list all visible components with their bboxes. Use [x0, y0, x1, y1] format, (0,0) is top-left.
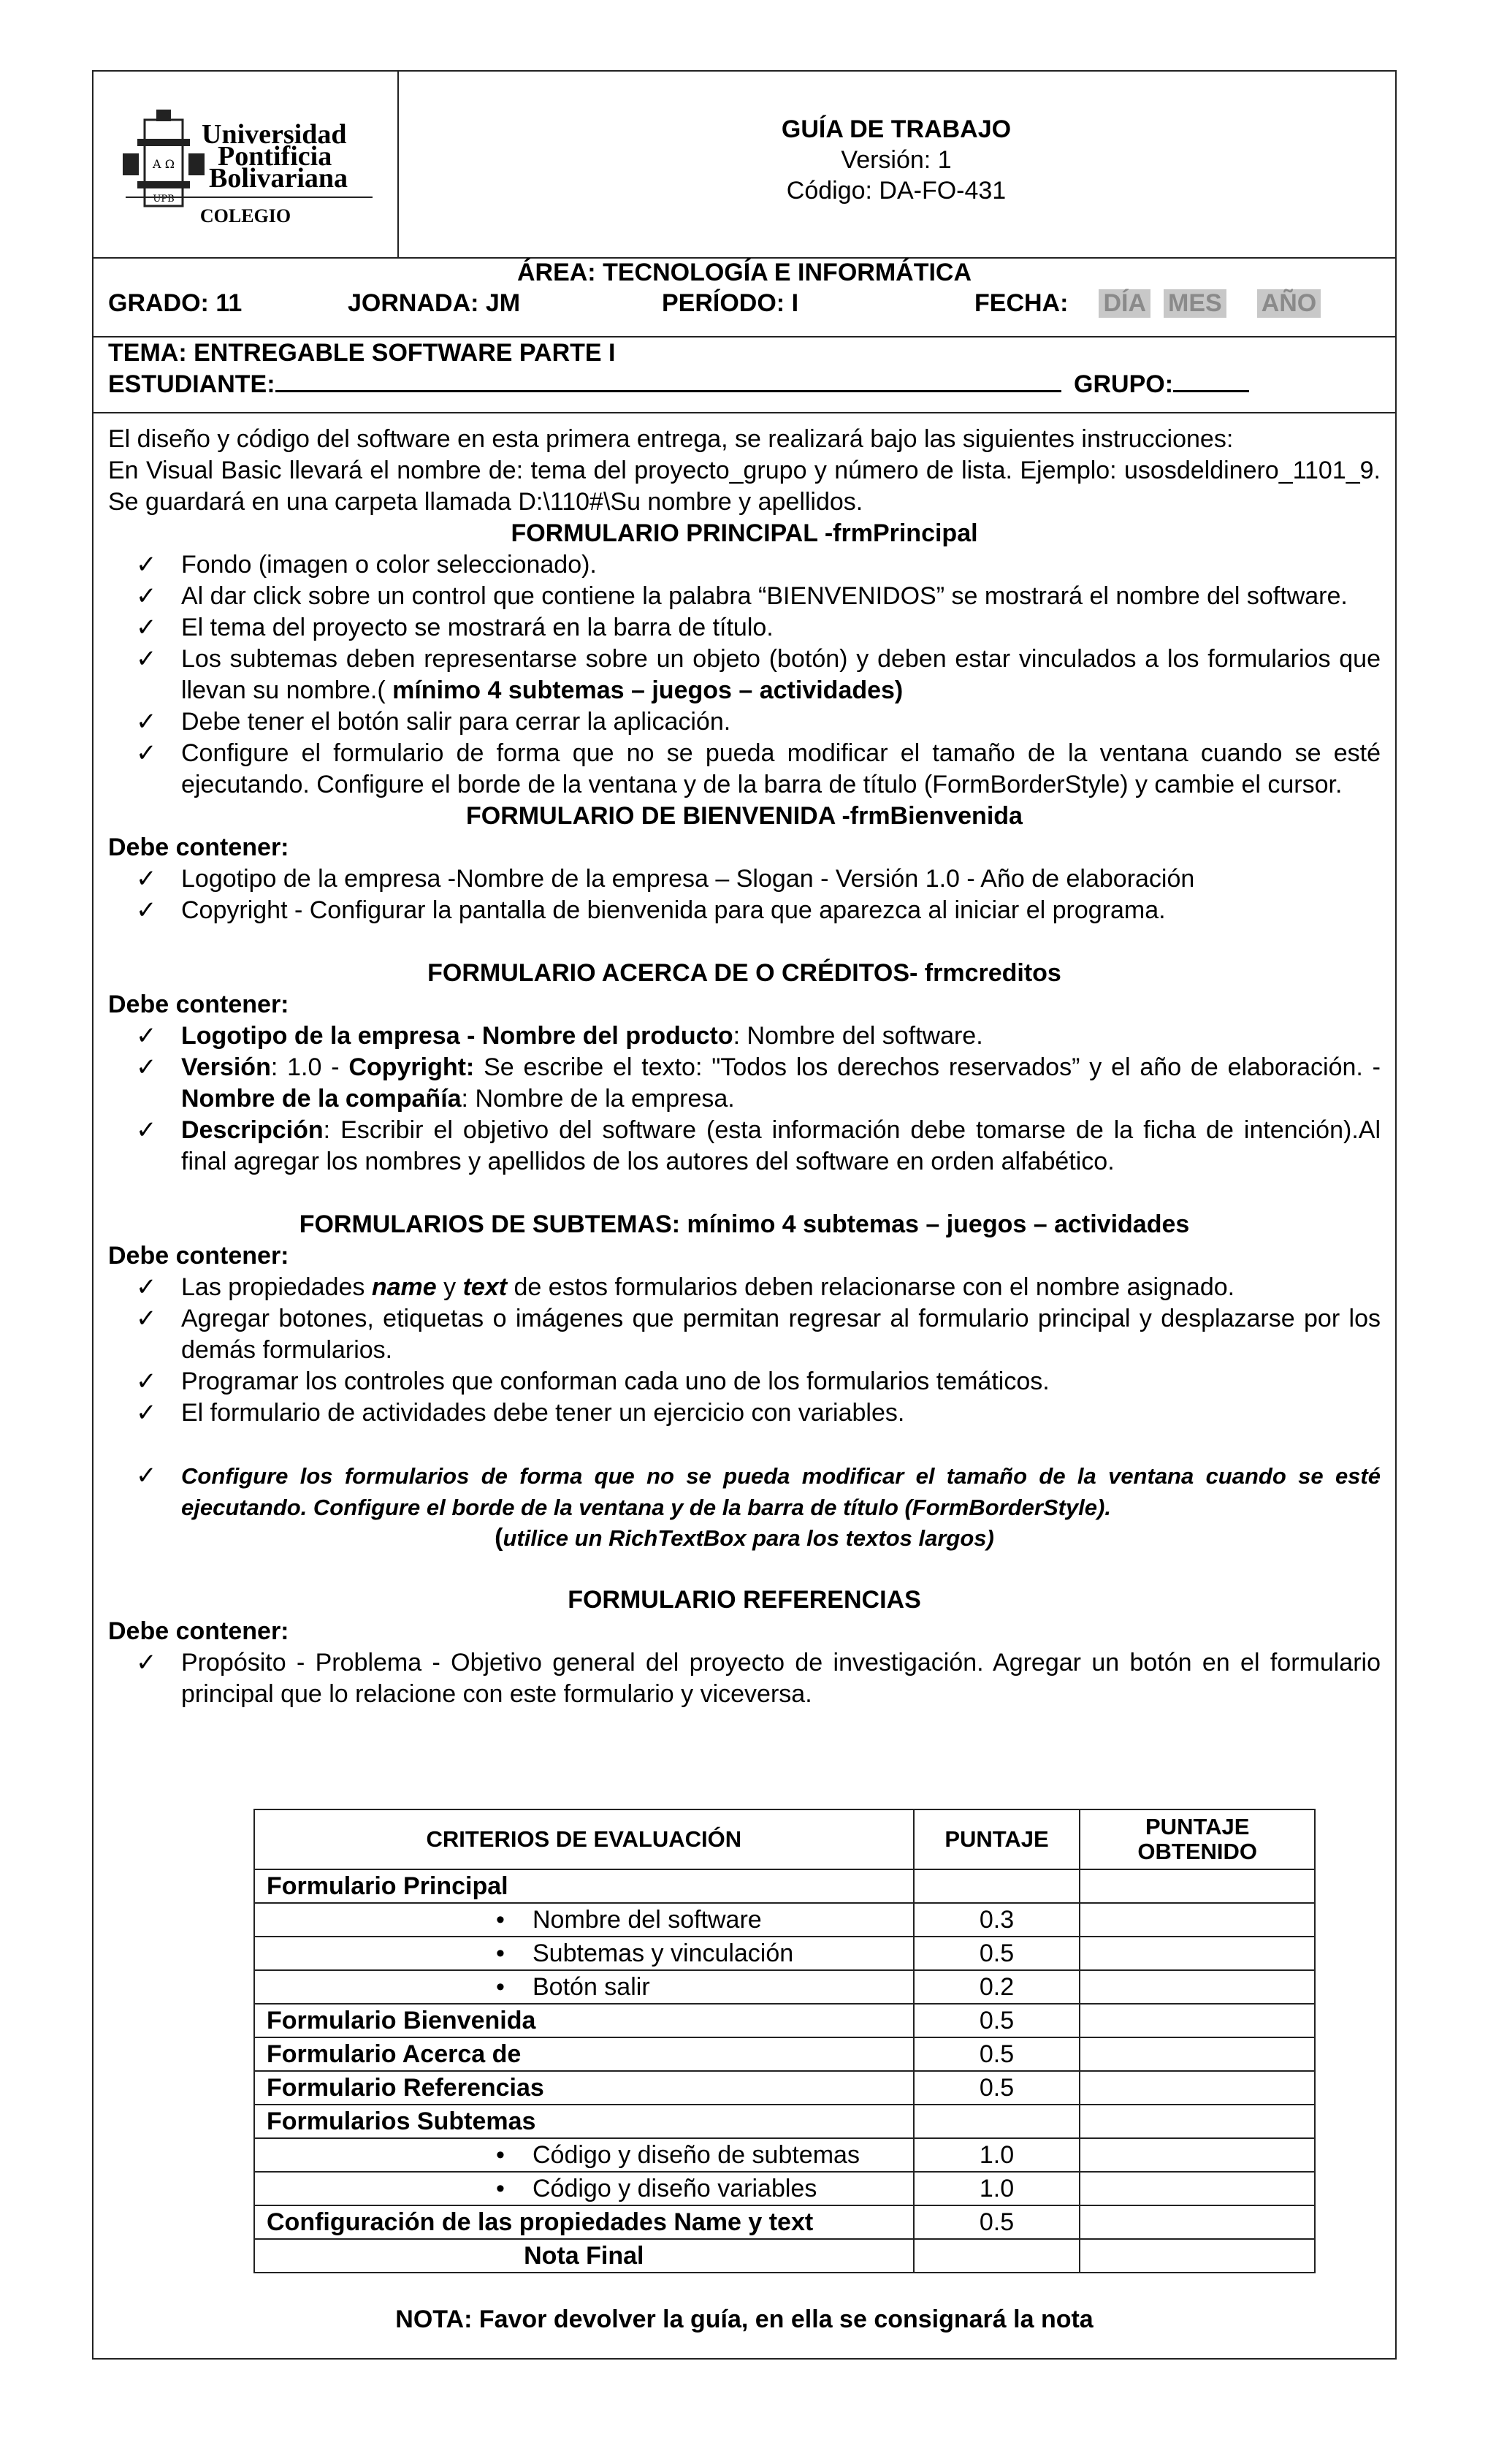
evaluation-table	[253, 1809, 1316, 2273]
mes-box[interactable]: MES	[1164, 289, 1226, 318]
check-icon: ✓	[136, 1116, 157, 1144]
list-item: ✓ Fondo (imagen o color seleccionado).	[108, 549, 1381, 581]
obtained-cell[interactable]	[1080, 2138, 1315, 2172]
score-cell: 0.5	[914, 2037, 1080, 2071]
criteria-cell: • Subtemas y vinculación	[254, 1937, 914, 1970]
obtained-header: PUNTAJE OBTENIDO	[1080, 1809, 1315, 1869]
table-row	[254, 2138, 1315, 2172]
obtained-cell[interactable]	[1080, 1937, 1315, 1970]
bullet-icon: •	[496, 2175, 505, 2202]
intro-paragraph-2: En Visual Basic llevará el nombre de: tema del proyecto_grupo y número de lista. Ejemplo: usosdeldinero_1101_9. Se guardará en una carpeta llamada D:\110#\Su nombre y apellidos.	[108, 457, 1381, 516]
bullet-icon: •	[496, 2141, 505, 2169]
list-item: ✓ Configure los formularios de forma que no se pueda modificar el tamaño de la ventana cuando se esté ejecutando. Configure el borde de la ventana y de la barra de título (FormBorderStyle).	[136, 1462, 1381, 1520]
table-row	[254, 2071, 1315, 2105]
list-item: ✓ Logotipo de la empresa -Nombre de la empresa – Slogan - Versión 1.0 - Año de elaboración	[108, 863, 1381, 895]
svg-text:Bolivariana: Bolivariana	[209, 163, 348, 194]
table-row	[254, 1970, 1315, 2004]
final-note: NOTA: Favor devolver la guía, en ella se consignará la nota	[395, 2305, 1094, 2333]
list-item: ✓ Descripción: Escribir el objetivo del software (esta información debe tomarse de la ficha de intención).Al final agregar los nombres y apellidos de los autores del software en orden alfabético.	[136, 1116, 1381, 1175]
bullet-icon: •	[496, 1973, 505, 2001]
final-obtained-cell[interactable]	[1080, 2239, 1315, 2273]
criteria-cell: • Código y diseño de subtemas	[254, 2138, 914, 2172]
tema-label: TEMA: ENTREGABLE SOFTWARE PARTE I	[108, 339, 616, 367]
obtained-cell[interactable]	[1080, 1970, 1315, 2004]
check-icon: ✓	[136, 582, 157, 610]
list-item: ✓ Programar los controles que conforman cada uno de los formularios temáticos.	[108, 1366, 1381, 1397]
list-item: ✓ Las propiedades name y text de estos formularios deben relacionarse con el nombre asignado.	[108, 1272, 1381, 1303]
check-icon: ✓	[136, 739, 157, 767]
check-icon: ✓	[136, 1368, 157, 1395]
obtained-cell[interactable]	[1080, 2172, 1315, 2205]
svg-text:Pontificia: Pontificia	[218, 141, 332, 172]
logo-cell	[94, 72, 399, 257]
criteria-cell: • Nombre del software	[254, 1903, 914, 1937]
check-icon: ✓	[136, 896, 157, 924]
creditos-debe: Debe contener:	[108, 991, 289, 1018]
intro-paragraph-1: El diseño y código del software en esta primera entrega, se realizará bajo las siguientes instrucciones:	[108, 425, 1234, 453]
check-icon: ✓	[136, 551, 157, 579]
subtemas-note: (utilice un RichTextBox para los textos largos)	[495, 1524, 994, 1552]
list-item: ✓ Copyright - Configurar la pantalla de bienvenida para que aparezca al iniciar el programa.	[108, 895, 1381, 926]
referencias-debe: Debe contener:	[108, 1617, 289, 1645]
score-cell: 0.5	[914, 2071, 1080, 2105]
check-icon: ✓	[136, 1273, 157, 1301]
student-row	[108, 370, 1249, 399]
estudiante-blank[interactable]	[275, 370, 1061, 392]
obtained-cell[interactable]	[1080, 1903, 1315, 1937]
criteria-cell: Formulario Bienvenida	[254, 2004, 914, 2037]
bienvenida-debe: Debe contener:	[108, 834, 289, 861]
check-icon: ✓	[136, 1462, 157, 1490]
grupo-blank[interactable]	[1173, 370, 1249, 392]
score-cell: 1.0	[914, 2138, 1080, 2172]
jornada-label: JORNADA: JM	[348, 289, 521, 317]
list-item: ✓ Logotipo de la empresa - Nombre del producto: Nombre del software.	[108, 1021, 1381, 1052]
check-icon: ✓	[136, 865, 157, 893]
final-label: Nota Final	[254, 2239, 914, 2273]
table-row	[254, 2004, 1315, 2037]
score-cell: 0.5	[914, 1937, 1080, 1970]
creditos-list	[108, 1021, 1381, 1178]
svg-text:UPB: UPB	[153, 194, 175, 205]
university-logo	[94, 72, 397, 257]
list-item: ✓ El formulario de actividades debe tener un ejercicio con variables.	[108, 1397, 1381, 1429]
criteria-header: CRITERIOS DE EVALUACIÓN	[254, 1809, 914, 1869]
student-section	[94, 336, 1395, 413]
estudiante-label: ESTUDIANTE:	[108, 370, 275, 398]
dia-box[interactable]: DÍA	[1099, 289, 1150, 318]
table-body	[254, 1869, 1315, 2273]
score-cell	[914, 2105, 1080, 2138]
list-item: ✓ Los subtemas deben representarse sobre un objeto (botón) y deben estar vinculados a los formularios que llevan su nombre.( mínimo 4 subtemas – juegos – actividades)	[136, 645, 1381, 704]
criteria-cell: Formulario Acerca de	[254, 2037, 914, 2071]
svg-text:A Ω: A Ω	[153, 157, 175, 171]
score-cell: 0.3	[914, 1903, 1080, 1937]
document-code: Código: DA-FO-431	[786, 177, 1007, 205]
list-item: ✓ El tema del proyecto se mostrará en la barra de título.	[108, 612, 1381, 644]
obtained-cell[interactable]	[1080, 1869, 1315, 1903]
criteria-cell: • Botón salir	[254, 1970, 914, 2004]
document-version: Versión: 1	[841, 146, 952, 174]
subtemas-list	[108, 1272, 1381, 1523]
title-cell	[397, 72, 1395, 257]
list-item: ✓ Versión: 1.0 - Copyright: Se escribe el texto: "Todos los derechos reservados” y el año de elaboración. - Nombre de la compañía: Nombre de la empresa.	[136, 1053, 1381, 1113]
list-item: ✓ Al dar click sobre un control que contiene la palabra “BIENVENIDOS” se mostrará el nombre del software.	[108, 581, 1381, 612]
principal-heading: FORMULARIO PRINCIPAL -frmPrincipal	[511, 519, 978, 547]
list-item: ✓ Agregar botones, etiquetas o imágenes que permitan regresar al formulario principal y desplazarse por los demás formularios.	[136, 1305, 1381, 1364]
criteria-cell: • Código y diseño variables	[254, 2172, 914, 2205]
document-header	[94, 72, 1395, 259]
svg-text:Universidad: Universidad	[202, 119, 347, 150]
table-row	[254, 1869, 1315, 1903]
list-item: ✓ Configure el formulario de forma que no se pueda modificar el tamaño de la ventana cuando se esté ejecutando. Configure el borde de la ventana y de la barra de título (FormBorderStyle) y cambie el cursor.	[136, 739, 1381, 798]
final-row	[254, 2239, 1315, 2273]
bullet-icon: •	[496, 1939, 505, 1967]
table-row	[254, 2105, 1315, 2138]
table-row	[254, 2037, 1315, 2071]
grado-label: GRADO: 11	[108, 289, 243, 317]
table-header-row	[254, 1809, 1315, 1869]
check-icon: ✓	[136, 708, 157, 736]
referencias-list	[108, 1647, 1381, 1710]
table-row	[254, 1937, 1315, 1970]
score-cell: 0.5	[914, 2205, 1080, 2239]
periodo-label: PERÍODO: I	[662, 289, 799, 317]
obtained-cell[interactable]	[1080, 2071, 1315, 2105]
bienvenida-list	[108, 863, 1381, 926]
score-header: PUNTAJE	[914, 1809, 1080, 1869]
criteria-cell: Formulario Principal	[254, 1869, 914, 1903]
check-icon: ✓	[136, 1022, 157, 1050]
final-score-cell[interactable]	[914, 2239, 1080, 2273]
grupo-label: GRUPO:	[1074, 370, 1174, 398]
check-icon: ✓	[136, 1305, 157, 1332]
check-icon: ✓	[136, 645, 157, 673]
check-icon: ✓	[136, 1649, 157, 1677]
subtemas-heading: FORMULARIOS DE SUBTEMAS: mínimo 4 subtemas – juegos – actividades	[299, 1210, 1190, 1238]
referencias-heading: FORMULARIO REFERENCIAS	[568, 1586, 921, 1614]
obtained-cell[interactable]	[1080, 2205, 1315, 2239]
principal-list	[108, 549, 1381, 801]
instructions-body	[108, 424, 1381, 1710]
check-icon: ✓	[136, 614, 157, 641]
info-section	[94, 257, 1395, 337]
anio-box[interactable]: AÑO	[1257, 289, 1321, 318]
score-cell: 0.2	[914, 1970, 1080, 2004]
check-icon: ✓	[136, 1399, 157, 1427]
check-icon: ✓	[136, 1053, 157, 1081]
obtained-cell[interactable]	[1080, 2037, 1315, 2071]
criteria-cell: Formulario Referencias	[254, 2071, 914, 2105]
table-row	[254, 2172, 1315, 2205]
obtained-cell[interactable]	[1080, 2105, 1315, 2138]
bullet-icon: •	[496, 1906, 505, 1934]
bienvenida-heading: FORMULARIO DE BIENVENIDA -frmBienvenida	[466, 802, 1023, 830]
score-cell	[914, 1869, 1080, 1903]
obtained-cell[interactable]	[1080, 2004, 1315, 2037]
document-title: GUÍA DE TRABAJO	[781, 115, 1012, 143]
svg-text:COLEGIO: COLEGIO	[199, 205, 291, 226]
area-label: ÁREA: TECNOLOGÍA E INFORMÁTICA	[516, 259, 972, 286]
score-cell: 0.5	[914, 2004, 1080, 2037]
criteria-cell: Formularios Subtemas	[254, 2105, 914, 2138]
fecha-field	[974, 289, 1321, 318]
criteria-cell: Configuración de las propiedades Name y text	[254, 2205, 914, 2239]
list-item: ✓ Debe tener el botón salir para cerrar la aplicación.	[108, 706, 1381, 738]
score-cell: 1.0	[914, 2172, 1080, 2205]
document-page	[92, 70, 1397, 2360]
table-row	[254, 1903, 1315, 1937]
list-item: ✓ Propósito - Problema - Objetivo general del proyecto de investigación. Agregar un botón en el formulario principal que lo relacione con este formulario y viceversa.	[136, 1649, 1381, 1708]
subtemas-debe: Debe contener:	[108, 1242, 289, 1270]
table-row	[254, 2205, 1315, 2239]
fecha-label: FECHA:	[974, 289, 1069, 317]
creditos-heading: FORMULARIO ACERCA DE O CRÉDITOS- frmcreditos	[427, 959, 1061, 987]
